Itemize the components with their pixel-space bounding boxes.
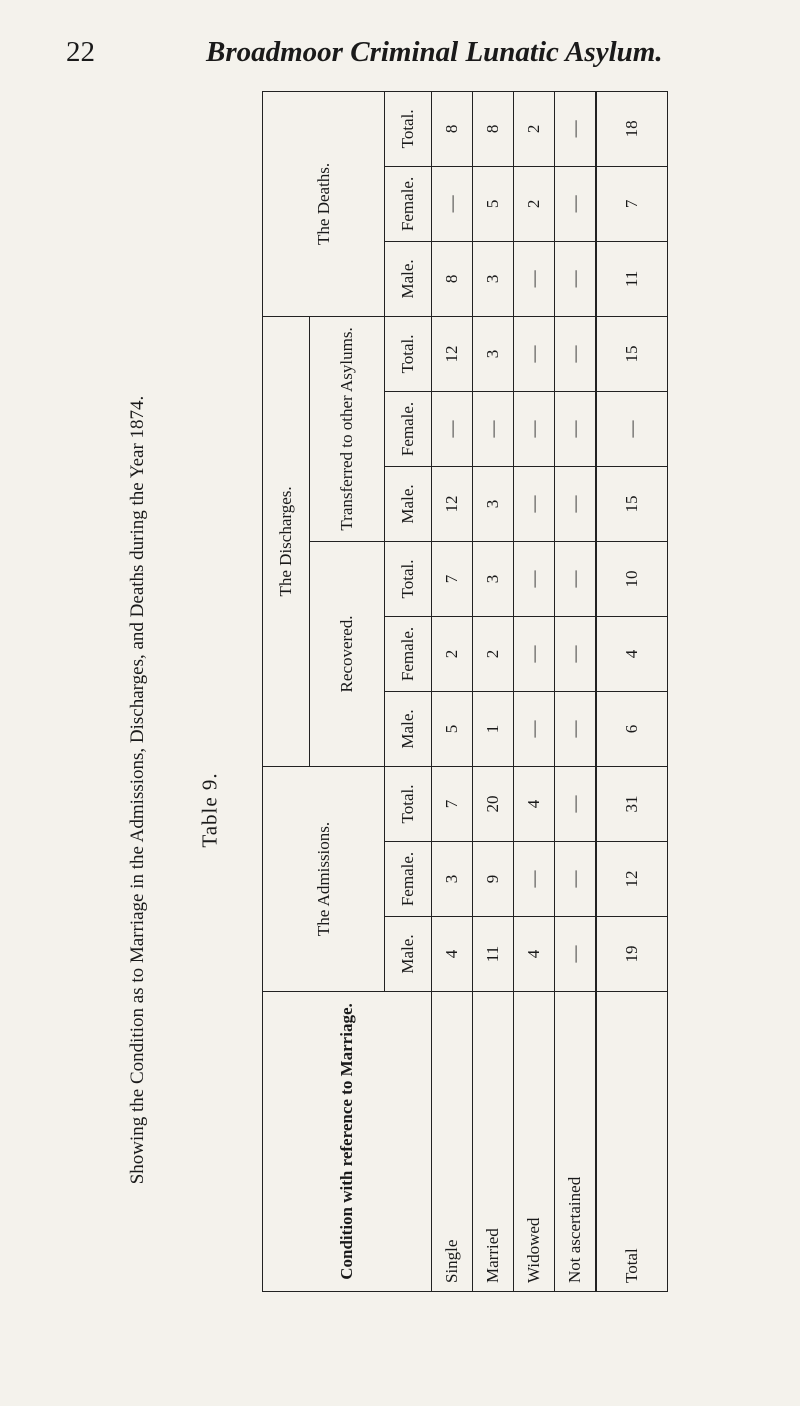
table-cell: — [514, 391, 555, 466]
table-cell: — [514, 316, 555, 391]
table-cell: 3 [473, 466, 514, 541]
table-cell: 3 [473, 241, 514, 316]
table-cell: — [555, 766, 597, 841]
table-cell: 5 [432, 691, 473, 766]
row-label: Not ascertained [555, 992, 597, 1292]
transferred-header: Transferred to other Asylums. [310, 316, 385, 541]
table-cell: — [555, 241, 597, 316]
table-cell: — [514, 616, 555, 691]
table-cell: 20 [473, 766, 514, 841]
table-cell: — [555, 541, 597, 616]
table-cell: — [555, 616, 597, 691]
table-cell: 11 [473, 917, 514, 992]
table-cell: — [514, 541, 555, 616]
table-cell: 15 [596, 466, 668, 541]
table-cell: 8 [473, 91, 514, 166]
recovered-header: Recovered. [310, 541, 385, 766]
table-cell: 2 [514, 166, 555, 241]
table-cell: — [596, 391, 668, 466]
table-cell: — [473, 391, 514, 466]
rotated-table [262, 92, 662, 1292]
page-header [0, 36, 800, 80]
page-number: 22 [66, 36, 95, 68]
table-cell: 12 [596, 842, 668, 917]
col-total: Total. [385, 541, 432, 616]
table-cell: 19 [596, 917, 668, 992]
table-cell: 12 [432, 466, 473, 541]
table-cell: 7 [432, 541, 473, 616]
table-cell: 11 [596, 241, 668, 316]
table-cell: 8 [432, 241, 473, 316]
table-wrapper [262, 92, 662, 1292]
table-cell: 8 [432, 91, 473, 166]
row-label: Married [473, 992, 514, 1292]
table-cell: 7 [596, 166, 668, 241]
admissions-header: The Admissions. [263, 766, 385, 991]
table-cell: 6 [596, 691, 668, 766]
discharges-header: The Discharges. [263, 316, 310, 766]
table-cell: 4 [596, 616, 668, 691]
table-cell: 5 [473, 166, 514, 241]
table-title-block [100, 120, 240, 1240]
col-total: Total. [385, 316, 432, 391]
col-total: Total. [385, 91, 432, 166]
table-cell: 4 [514, 917, 555, 992]
table-cell: 10 [596, 541, 668, 616]
col-female: Female. [385, 616, 432, 691]
table-row [555, 91, 597, 1291]
col-female: Female. [385, 842, 432, 917]
table-cell: — [555, 466, 597, 541]
row-label: Total [596, 992, 668, 1292]
table-cell: 1 [473, 691, 514, 766]
table-body [432, 91, 668, 1291]
table-cell: 9 [473, 842, 514, 917]
table-cell: — [432, 166, 473, 241]
col-female: Female. [385, 391, 432, 466]
marriage-condition-table [262, 91, 668, 1292]
deaths-header: The Deaths. [263, 91, 385, 316]
table-cell: — [555, 842, 597, 917]
table-cell: 4 [432, 917, 473, 992]
col-female: Female. [385, 166, 432, 241]
col-male: Male. [385, 241, 432, 316]
table-row [473, 91, 514, 1291]
table-cell: — [514, 842, 555, 917]
table-cell: 3 [473, 541, 514, 616]
table-cell: 2 [473, 616, 514, 691]
table-cell: 18 [596, 91, 668, 166]
col-male: Male. [385, 691, 432, 766]
condition-header: Condition with reference to Marriage. [263, 992, 432, 1292]
col-male: Male. [385, 466, 432, 541]
table-cell: — [555, 917, 597, 992]
table-cell: 4 [514, 766, 555, 841]
row-label: Widowed [514, 992, 555, 1292]
col-male: Male. [385, 917, 432, 992]
table-cell: — [555, 691, 597, 766]
table-caption: Showing the Condition as to Marriage in the Admissions, Discharges, and Deaths during the Year 1874. [127, 395, 148, 1185]
table-cell: 2 [432, 616, 473, 691]
table-label: Table 9. [197, 772, 222, 848]
table-cell: — [514, 691, 555, 766]
table-cell: 7 [432, 766, 473, 841]
table-cell: — [514, 241, 555, 316]
table-cell: — [555, 391, 597, 466]
col-total: Total. [385, 766, 432, 841]
row-label: Single [432, 992, 473, 1292]
table-cell: 31 [596, 766, 668, 841]
table-cell: — [555, 91, 597, 166]
table-cell: 3 [473, 316, 514, 391]
table-cell: 2 [514, 91, 555, 166]
table-cell: — [432, 391, 473, 466]
table-cell: 15 [596, 316, 668, 391]
table-cell: 3 [432, 842, 473, 917]
running-title: Broadmoor Criminal Lunatic Asylum. [206, 36, 663, 68]
total-row [596, 91, 668, 1291]
table-cell: — [555, 166, 597, 241]
table-cell: — [514, 466, 555, 541]
table-row [514, 91, 555, 1291]
table-row [432, 91, 473, 1291]
table-cell: — [555, 316, 597, 391]
table-cell: 12 [432, 316, 473, 391]
